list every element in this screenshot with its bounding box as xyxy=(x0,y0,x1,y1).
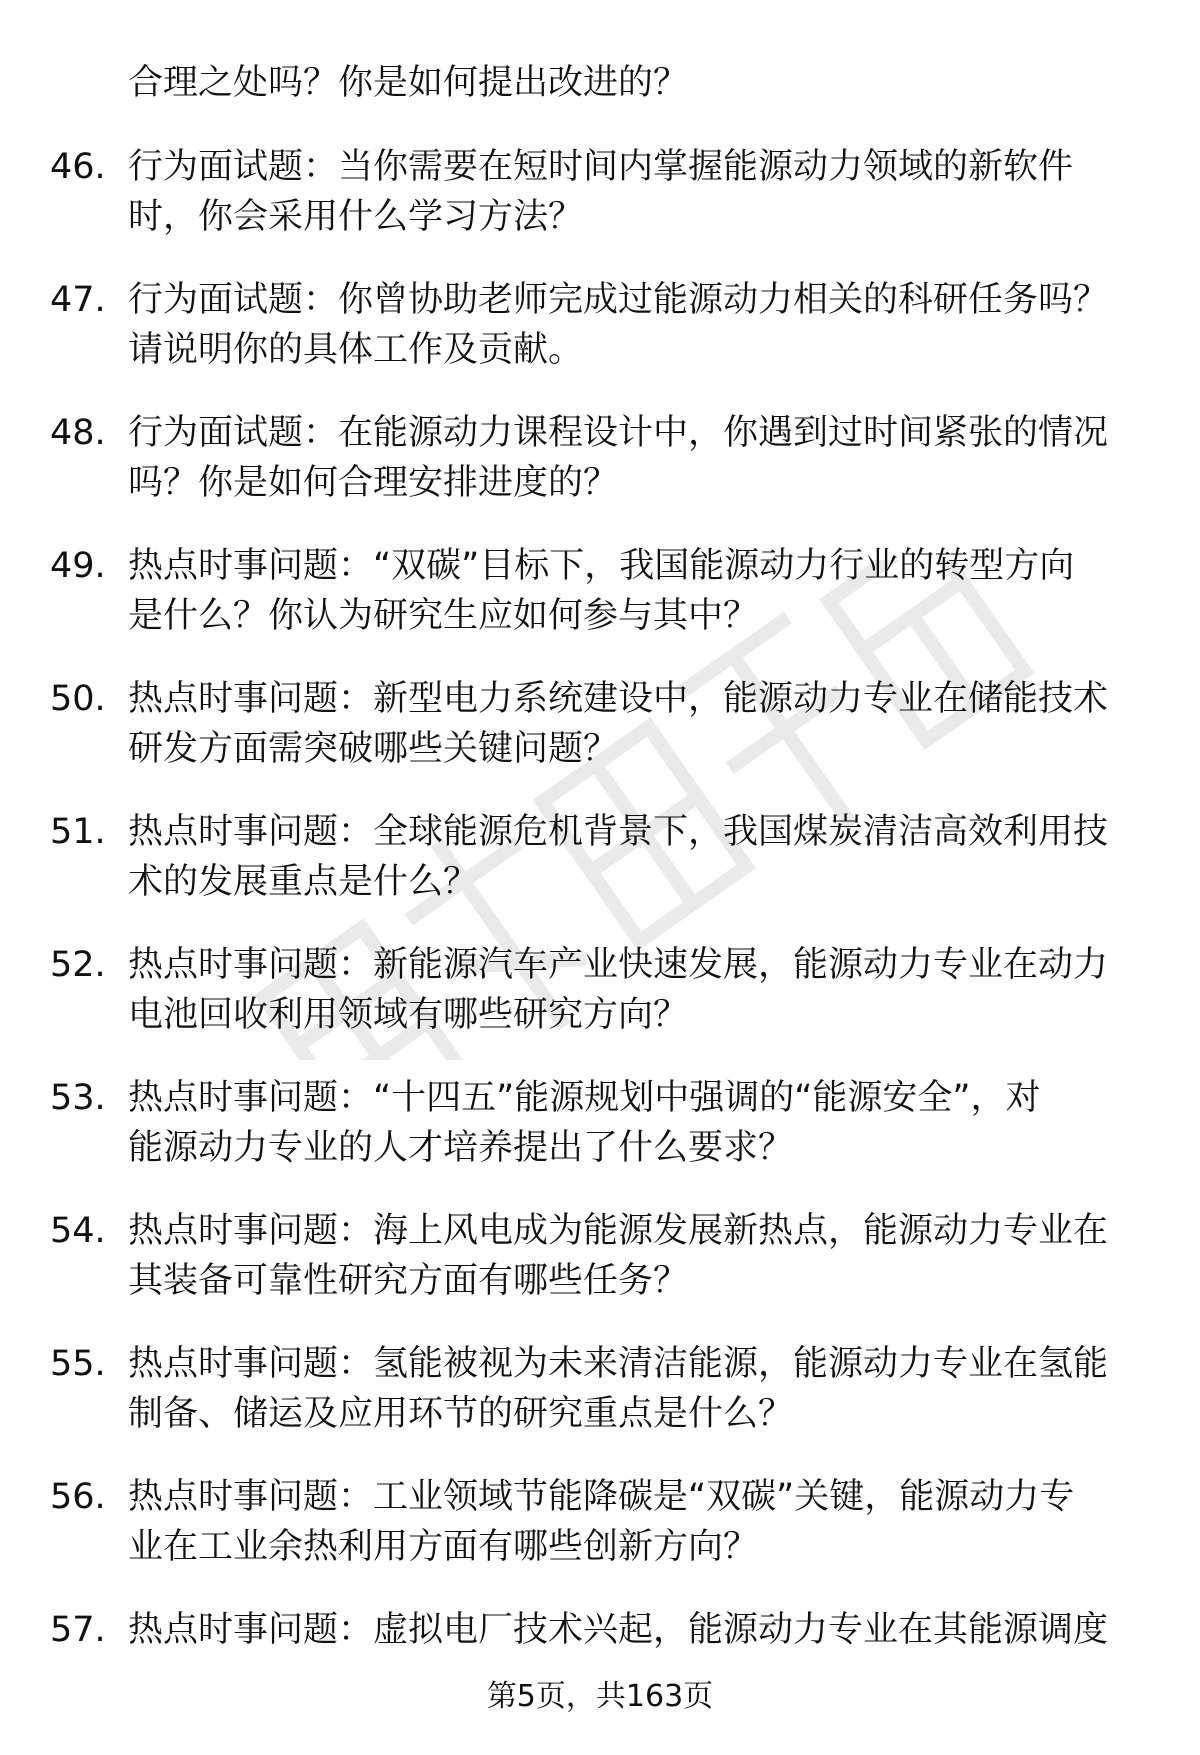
question-line: 热点时事问题：全球能源危机背景下，我国煤炭清洁高效利用技 xyxy=(128,812,1109,852)
question-item-48 xyxy=(0,408,1200,541)
question-line: 其装备可靠性研究方面有哪些任务？ xyxy=(128,1261,689,1301)
question-item-52 xyxy=(0,940,1200,1073)
question-line: 行为面试题：在能源动力课程设计中，你遇到过时间紧张的情况 xyxy=(128,413,1109,453)
question-item-51 xyxy=(0,807,1200,940)
question-list xyxy=(0,142,1200,1738)
question-item-53 xyxy=(0,1073,1200,1206)
question-text xyxy=(128,142,1148,242)
question-item-47 xyxy=(0,275,1200,408)
page-footer: 第5页，共163页 xyxy=(486,1679,714,1714)
question-number: 52. xyxy=(50,945,106,985)
question-number: 48. xyxy=(50,413,106,453)
question-text xyxy=(128,807,1148,907)
question-number: 47. xyxy=(50,280,106,320)
question-line: 热点时事问题：“双碳”目标下，我国能源动力行业的转型方向 xyxy=(128,546,1075,586)
question-text xyxy=(128,1206,1148,1306)
question-text xyxy=(128,1339,1148,1439)
question-text xyxy=(128,674,1148,774)
question-text xyxy=(128,1073,1148,1173)
question-item-50 xyxy=(0,674,1200,807)
question-line: 请说明你的具体工作及贡献。 xyxy=(128,330,584,370)
continuation-text: 合理之处吗？你是如何提出改进的？ xyxy=(128,63,689,103)
question-line: 研发方面需突破哪些关键问题？ xyxy=(128,729,619,769)
question-text xyxy=(128,275,1148,375)
question-number: 54. xyxy=(50,1211,106,1251)
question-line: 吗？你是如何合理安排进度的？ xyxy=(128,463,619,503)
question-number: 49. xyxy=(50,546,106,586)
question-text xyxy=(128,1605,1148,1655)
question-line: 能源动力专业的人才培养提出了什么要求？ xyxy=(128,1128,794,1168)
question-number: 55. xyxy=(50,1344,106,1384)
question-line: 时，你会采用什么学习方法？ xyxy=(128,197,584,237)
question-line: 业在工业余热利用方面有哪些创新方向？ xyxy=(128,1527,759,1567)
question-text xyxy=(128,1472,1148,1572)
question-line: 行为面试题：你曾协助老师完成过能源动力相关的科研任务吗？ xyxy=(128,280,1109,320)
question-number: 56. xyxy=(50,1477,106,1517)
question-line: 行为面试题：当你需要在短时间内掌握能源动力领域的新软件 xyxy=(128,147,1074,187)
question-text xyxy=(128,408,1148,508)
question-item-54 xyxy=(0,1206,1200,1339)
question-item-49 xyxy=(0,541,1200,674)
question-number: 57. xyxy=(50,1610,106,1650)
question-line: 热点时事问题：虚拟电厂技术兴起，能源动力专业在其能源调度 xyxy=(128,1610,1109,1650)
question-line: 热点时事问题：氢能被视为未来清洁能源，能源动力专业在氢能 xyxy=(128,1344,1109,1384)
question-line: 术的发展重点是什么？ xyxy=(128,862,479,902)
question-line: 热点时事问题：新型电力系统建设中，能源动力专业在储能技术 xyxy=(128,679,1109,719)
question-number: 46. xyxy=(50,147,106,187)
question-line: 热点时事问题：海上风电成为能源发展新热点，能源动力专业在 xyxy=(128,1211,1109,1251)
question-number: 51. xyxy=(50,812,106,852)
question-item-56 xyxy=(0,1472,1200,1605)
question-line: 热点时事问题：工业领域节能降碳是“双碳”关键，能源动力专 xyxy=(128,1477,1075,1517)
question-line: 热点时事问题：“十四五”能源规划中强调的“能源安全”，对 xyxy=(128,1078,1041,1118)
question-line: 热点时事问题：新能源汽车产业快速发展，能源动力专业在动力 xyxy=(128,945,1109,985)
question-item-55 xyxy=(0,1339,1200,1472)
question-item-46 xyxy=(0,142,1200,275)
question-text xyxy=(128,541,1148,641)
question-text xyxy=(128,940,1148,1040)
question-number: 50. xyxy=(50,679,106,719)
question-number: 53. xyxy=(50,1078,106,1118)
question-line: 是什么？你认为研究生应如何参与其中？ xyxy=(128,596,759,636)
question-line: 电池回收利用领域有哪些研究方向？ xyxy=(128,995,689,1035)
question-line: 制备、储运及应用环节的研究重点是什么？ xyxy=(128,1394,794,1434)
